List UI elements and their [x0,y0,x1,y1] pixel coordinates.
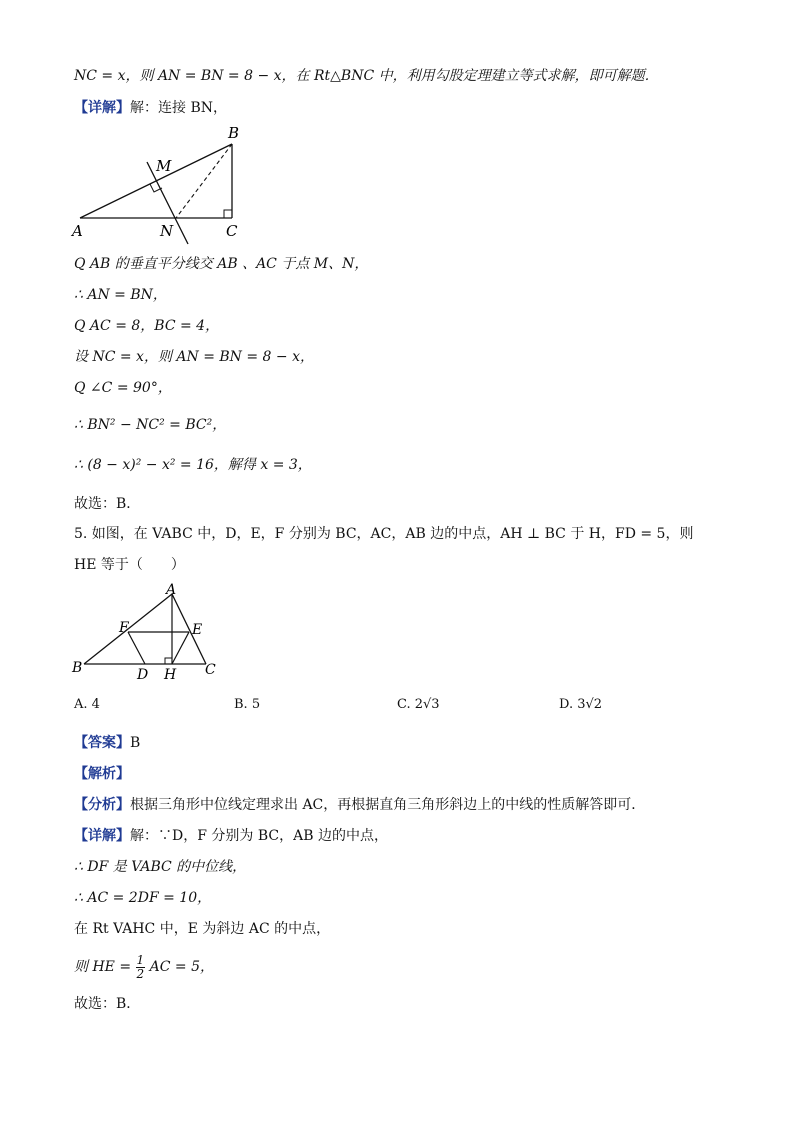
step-4-suffix: AC = 5， [149,959,214,975]
line-7: Q ∠C = 90°， [74,380,172,396]
label-m: M [156,157,172,175]
line-3: Q AB 的垂直平分线交 AB 、AC 于点 M、N， [74,256,369,272]
line-8: ∴ BN² − NC² = BC²， [74,417,227,433]
analysis-tag: 【分析】 [74,797,130,813]
right-angle-mark-c [224,210,232,218]
label-b: B [72,660,83,676]
line-1: NC = x，则 AN = BN = 8 − x，在 Rt△BNC 中，利用勾股定理建立等式求解，即可解题． [74,68,659,84]
right-angle-mark-h [165,658,172,664]
solution-step-1: ∴ DF 是 VABC 的中位线， [74,859,247,875]
label-c: C [226,222,238,240]
label-a: A [72,222,83,240]
solution-step-5: 故选：B． [74,996,141,1012]
analysis-heading: 【解析】 [74,766,130,782]
solution-step-2: ∴ AC = 2DF = 10， [74,890,212,906]
figure-1 [68,122,258,250]
answer-value: B [130,735,141,751]
detail-tag: 【详解】 [74,100,130,116]
label-h: H [164,667,177,682]
segment-he [172,632,189,664]
segment-bn [176,144,232,218]
solution-step-4 [74,952,214,982]
label-n: N [160,222,174,240]
label-a: A [166,582,177,598]
detail-line [74,826,388,846]
option-b[interactable]: B. 5 [234,697,261,712]
label-f: F [119,620,129,636]
figure-2 [68,582,228,682]
line-9: ∴ (8 − x)² − x² = 16，解得 x = 3， [74,457,312,473]
fraction-one-half: $\frac{1}{2}$ [136,952,145,981]
line-5: Q AC = 8，BC = 4， [74,318,220,334]
analysis-line [74,795,645,815]
label-b: B [228,124,240,142]
label-e: E [192,622,203,638]
analysis-text: 根据三角形中位线定理求出 AC，再根据直角三角形斜边上的中线的性质解答即可． [130,797,646,813]
segment-fd [128,632,145,664]
line-6: 设 NC = x，则 AN = BN = 8 − x， [74,349,314,365]
answer-tag: 【答案】 [74,735,130,751]
detail-text-2: 解：∵D，F 分别为 BC，AB 边的中点， [130,828,388,844]
detail-text: 解：连接 BN， [130,100,227,116]
solution-step-3: 在 Rt VAHC 中，E 为斜边 AC 的中点， [74,921,331,937]
line-10: 故选：B． [74,496,141,512]
answer-line [74,733,140,753]
option-d[interactable]: D. 3√2 [559,697,603,712]
line-4: ∴ AN = BN， [74,287,167,303]
label-c: C [205,662,216,678]
step-4-prefix: 则 HE = [74,959,132,975]
detail-tag-2: 【详解】 [74,828,130,844]
label-d: D [137,667,149,682]
option-a[interactable]: A. 4 [74,697,100,712]
question-5-line-2: HE 等于（ ） [74,557,185,573]
option-c[interactable]: C. 2√3 [397,697,440,712]
question-5-line-1: 5. 如图，在 VABC 中，D，E，F 分别为 BC，AC，AB 边的中点，AH ⊥ BC 于 H，FD = 5，则 [74,526,694,542]
line-2 [74,98,227,118]
